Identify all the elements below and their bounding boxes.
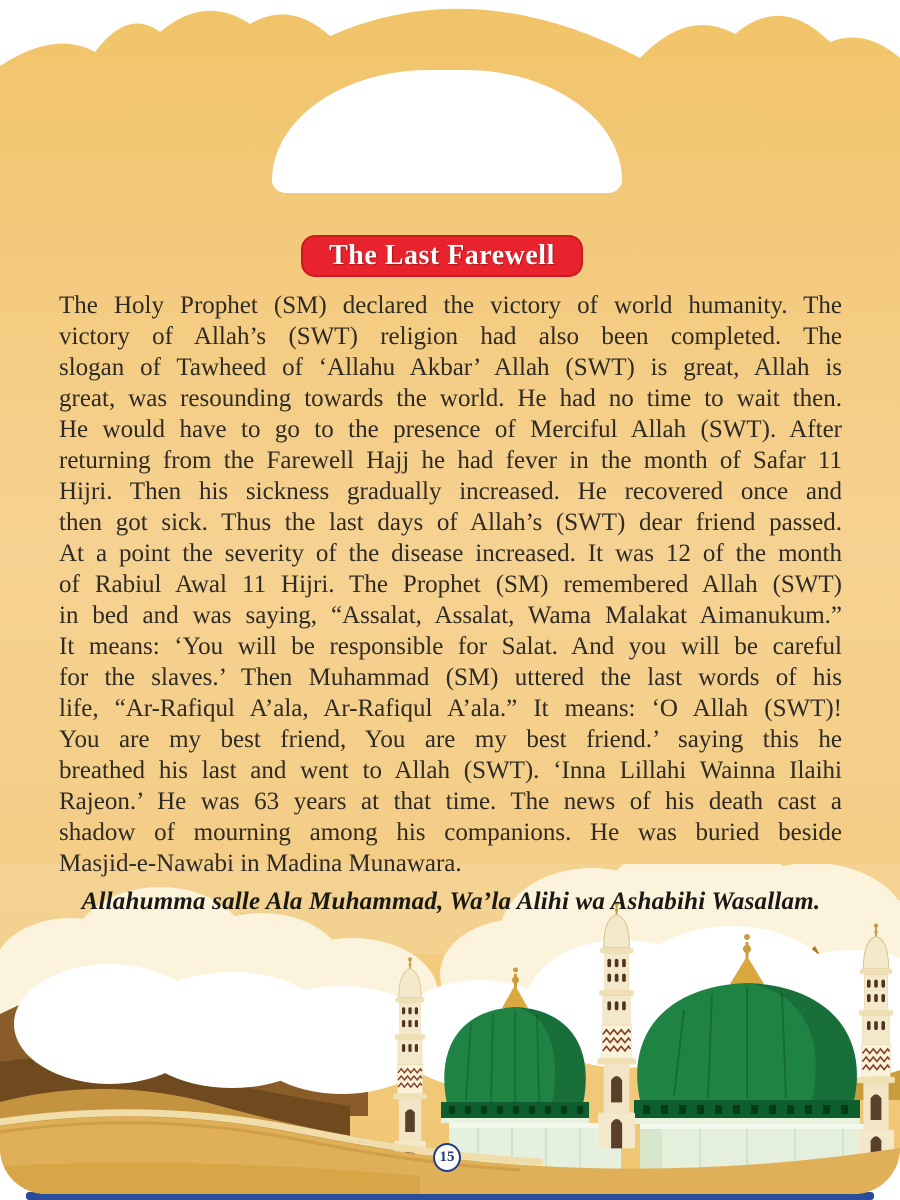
handle-cutout [272,70,622,193]
body-line: slogan of Tawheed of ‘Allahu Akbar’ Allah (SWT) is great, Allah is [59,354,842,381]
page-title: The Last Farewell [329,240,555,271]
page-number: 15 [439,1149,455,1165]
body-line: of Rabiul Awal 11 Hijri. The Prophet (SM) remembered Allah (SWT) [59,571,842,598]
page-number-badge [433,1143,461,1172]
body-line: He would have to go to the presence of Merciful Allah (SWT). After [59,416,842,443]
body-line: You are my best friend, You are my best friend.’ saying this he [59,726,842,753]
body-line: victory of Allah’s (SWT) religion had also been completed. The [59,323,842,350]
body-line: in bed and was saying, “Assalat, Assalat, Wama Malakat Aimanukum.” [59,602,842,629]
dua-line: Allahumma salle Ala Muhammad, Wa’la Alihi wa Ashabihi Wasallam. [81,888,821,915]
body-line: The Holy Prophet (SM) declared the victory of world humanity. The [59,292,842,319]
body-line: breathed his last and went to Allah (SWT). ‘Inna Lillahi Wainna Ilaihi [59,757,842,784]
body-line: Masjid-e-Nawabi in Madina Munawara. [59,850,462,877]
story-paragraph [59,290,842,879]
body-line: great, was resounding towards the world. He had no time to wait then. [59,385,842,412]
body-line: life, “Ar-Rafiqul A’ala, Ar-Rafiqul A’ala.” It means: ‘O Allah (SWT)! [59,695,842,722]
body-line: for the slaves.’ Then Muhammad (SM) uttered the last words of his [59,664,842,691]
body-line: then got sick. Thus the last days of Allah’s (SWT) dear friend passed. [59,509,842,536]
title-banner [301,235,583,277]
body-line: returning from the Farewell Hajj he had fever in the month of Safar 11 [59,447,842,474]
body-line: It means: ‘You will be responsible for Salat. And you will be careful [59,633,842,660]
body-line: Rajeon.’ He was 63 years at that time. The news of his death cast a [59,788,842,815]
body-line: shadow of mourning among his companions. He was buried beside [59,819,842,846]
body-line: At a point the severity of the disease increased. It was 12 of the month [59,540,842,567]
body-line: Hijri. Then his sickness gradually increased. He recovered once and [59,478,842,505]
